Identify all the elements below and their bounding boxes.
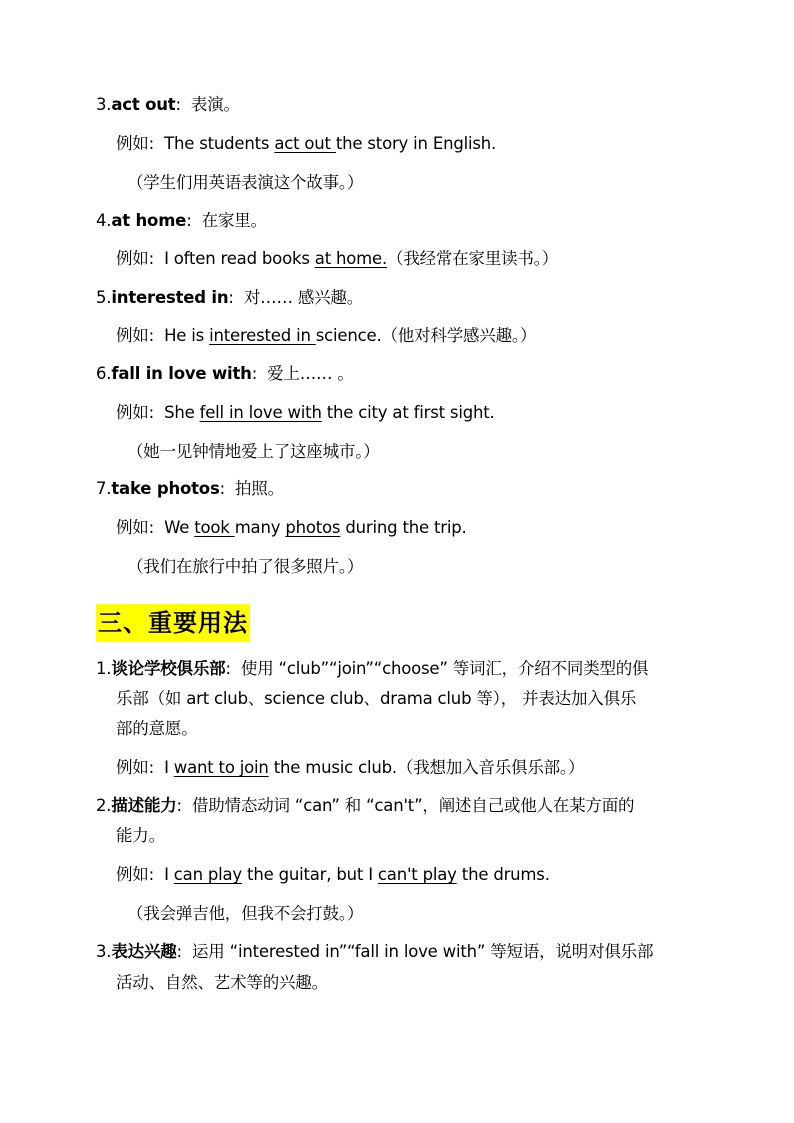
usage-desc-line: 能力。 (116, 826, 165, 845)
usage-title: 谈论学校俱乐部 (111, 659, 226, 678)
usage-title: 描述能力 (111, 796, 177, 815)
item-separator: : (219, 479, 225, 498)
example-sentence (116, 249, 558, 269)
item-meaning: 在家里。 (201, 211, 267, 230)
usage-item-abilities (96, 796, 634, 816)
item-term: take photos (111, 479, 220, 498)
vocab-item-at-home (96, 211, 267, 231)
example-underlined: can't play (377, 865, 457, 884)
item-number: 6. (96, 364, 112, 383)
vocab-item-interested-in (96, 288, 363, 308)
example-underlined: act out (274, 134, 336, 153)
example-sentence (116, 134, 496, 154)
example-text: during the trip. (340, 518, 467, 537)
example-text: The students (164, 134, 275, 153)
example-text: He is (164, 326, 210, 345)
item-number: 5. (96, 288, 112, 307)
example-text: I (164, 758, 174, 777)
example-label: 例如: (116, 134, 154, 153)
item-separator: : (186, 211, 192, 230)
vocab-item-act-out (96, 95, 240, 115)
item-number: 3. (96, 95, 112, 114)
example-sentence (116, 518, 467, 538)
item-number: 4. (96, 211, 112, 230)
item-separator: : (175, 95, 181, 114)
item-term: fall in love with (111, 364, 252, 383)
example-text: I often read books (164, 249, 315, 268)
example-text: science.（他对科学感兴趣。） (315, 326, 537, 345)
item-term: interested in (111, 288, 229, 307)
example-translation: （她一见钟情地爱上了这座城市。） (127, 442, 380, 461)
item-term: act out (111, 95, 176, 114)
item-meaning: 拍照。 (235, 479, 284, 498)
item-term: at home (111, 211, 187, 230)
example-text: I (164, 865, 174, 884)
example-label: 例如: (116, 249, 154, 268)
vocab-item-take-photos (96, 479, 284, 499)
item-number: 7. (96, 479, 112, 498)
item-meaning: 对…… 感兴趣。 (243, 288, 364, 307)
usage-separator: : (176, 942, 182, 961)
example-text: She (164, 403, 200, 422)
item-meaning: 表演。 (190, 95, 240, 114)
usage-separator: : (176, 796, 182, 815)
example-underlined: can play (173, 865, 243, 884)
example-text: many (234, 518, 286, 537)
example-text: the story in English. (335, 134, 497, 153)
usage-desc: 运用 “interested in”“fall in love with” 等短语，说明对俱乐部 (192, 942, 654, 961)
usage-number: 2. (96, 796, 112, 815)
example-underlined: fell in love with (199, 403, 322, 422)
example-label: 例如: (116, 403, 154, 422)
example-label: 例如: (116, 758, 154, 777)
usage-number: 3. (96, 942, 112, 961)
usage-desc: 使用 “club”“join”“choose” 等词汇，介绍不同类型的俱 (240, 659, 649, 678)
example-translation: （我会弹吉他，但我不会打鼓。） (127, 904, 364, 923)
example-text: the drums. (456, 865, 550, 884)
usage-item-interests (96, 942, 653, 962)
example-text: （我经常在家里读书。） (387, 249, 559, 268)
usage-separator: : (225, 659, 231, 678)
example-underlined: want to join (173, 758, 269, 777)
example-text: the city at first sight. (321, 403, 495, 422)
example-underlined: took (194, 518, 235, 537)
item-separator: : (228, 288, 234, 307)
section-heading: 三、重要用法 (96, 604, 250, 642)
example-sentence (116, 326, 536, 346)
usage-item-school-clubs (96, 659, 648, 679)
example-underlined: interested in (209, 326, 316, 345)
usage-title: 表达兴趣 (111, 942, 177, 961)
example-sentence (116, 865, 550, 885)
example-text: the music club.（我想加入音乐俱乐部。） (268, 758, 585, 777)
example-text: We (164, 518, 195, 537)
item-separator: : (251, 364, 258, 383)
example-underlined: at home. (314, 249, 388, 268)
example-sentence (116, 758, 584, 778)
example-underlined: photos (285, 518, 341, 537)
example-label: 例如: (116, 326, 154, 345)
example-text: the guitar, but I (242, 865, 378, 884)
usage-desc: 借助情态动词 “can” 和 “can't”，阐述自己或他人在某方面的 (192, 796, 635, 815)
usage-number: 1. (96, 659, 112, 678)
example-label: 例如: (116, 865, 154, 884)
example-sentence (116, 403, 495, 423)
usage-desc-line: 部的意愿。 (116, 719, 198, 738)
example-translation: （学生们用英语表演这个故事。） (127, 173, 364, 192)
usage-desc-line: 活动、自然、艺术等的兴趣。 (116, 973, 328, 992)
item-meaning: 爱上…… 。 (267, 364, 354, 383)
usage-desc-line: 乐部（如 art club、science club、drama club 等）， 并表达加入俱乐 (116, 689, 637, 708)
example-translation: （我们在旅行中拍了很多照片。） (127, 557, 364, 576)
example-label: 例如: (116, 518, 154, 537)
vocab-item-fall-in-love-with (96, 364, 354, 384)
